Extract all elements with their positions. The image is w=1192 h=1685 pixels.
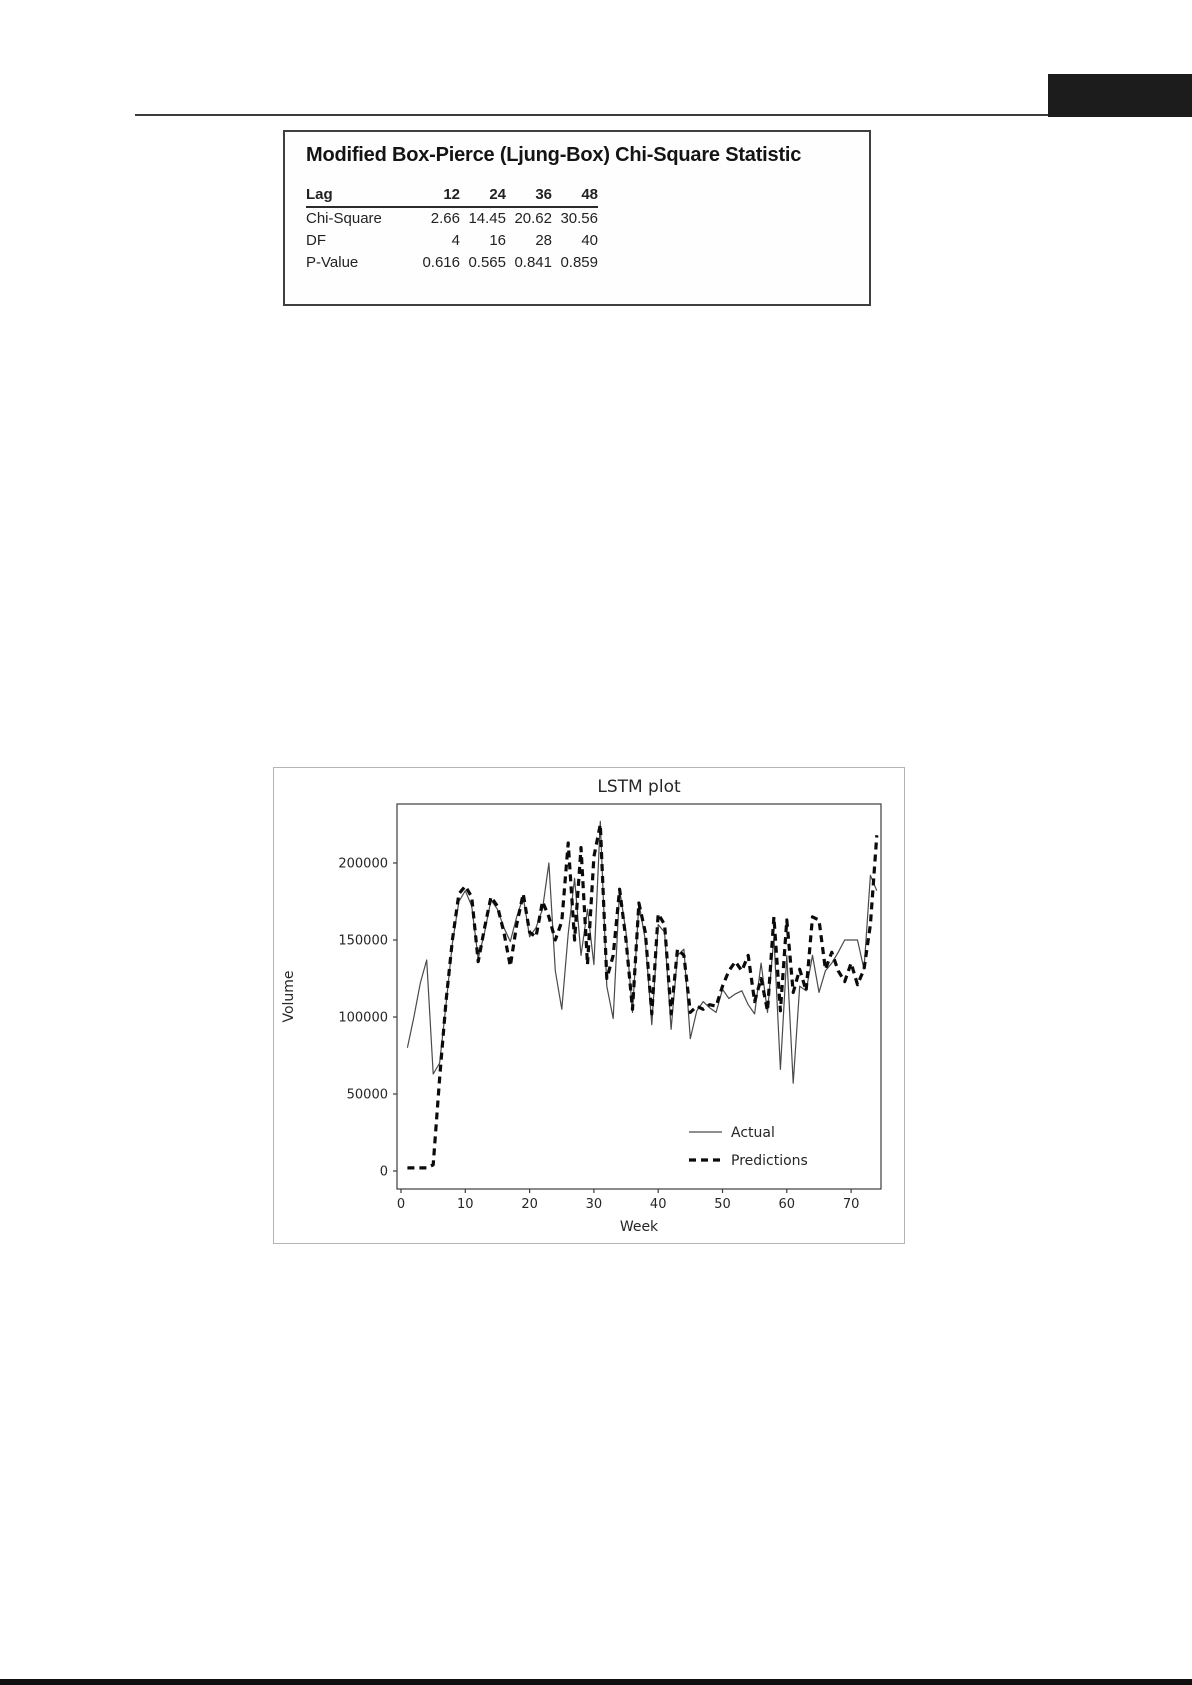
table-cell: 20.62 bbox=[514, 210, 552, 227]
y-axis-tick-label: 0 bbox=[379, 1164, 388, 1180]
table-body bbox=[306, 207, 598, 274]
table-cell: 4 bbox=[451, 232, 460, 249]
ljung-box-table bbox=[306, 184, 598, 274]
lstm-figure bbox=[273, 767, 905, 1244]
table-header-cell: 36 bbox=[535, 186, 552, 203]
table-row bbox=[306, 252, 598, 274]
table-cell: 2.66 bbox=[430, 210, 460, 227]
y-axis-tick-label: 150000 bbox=[338, 933, 388, 949]
series-predictions-line bbox=[407, 825, 876, 1168]
table-header-cell: Lag bbox=[306, 186, 333, 203]
chart-title: LSTM plot bbox=[597, 777, 681, 797]
header-black-box bbox=[1048, 74, 1192, 117]
y-axis-tick-label: 50000 bbox=[346, 1087, 388, 1103]
table-cell: P-Value bbox=[306, 254, 359, 271]
legend-actual-label: Actual bbox=[731, 1125, 775, 1141]
plot-area-border bbox=[397, 804, 881, 1189]
x-axis-tick-label: 10 bbox=[457, 1197, 474, 1212]
table-row bbox=[306, 230, 598, 252]
x-axis-tick-label: 40 bbox=[649, 1197, 667, 1212]
y-axis-label: Volume bbox=[281, 970, 297, 1023]
x-axis-tick-label: 20 bbox=[521, 1197, 538, 1212]
table-cell: 40 bbox=[581, 232, 598, 249]
x-axis-tick-label: 30 bbox=[585, 1197, 603, 1212]
stat-card-title: Modified Box-Pierce (Ljung-Box) Chi-Square Statistic bbox=[306, 144, 802, 166]
table-cell: 16 bbox=[489, 232, 506, 249]
x-axis-tick-label: 50 bbox=[714, 1197, 731, 1212]
ljung-box-stat-card bbox=[283, 130, 871, 306]
y-axis-tick-label: 100000 bbox=[338, 1010, 388, 1026]
table-cell: 0.565 bbox=[468, 254, 506, 271]
table-cell: 0.859 bbox=[560, 254, 598, 271]
lstm-chart bbox=[274, 768, 904, 1243]
page-footer-bar bbox=[0, 1679, 1192, 1685]
table-row bbox=[306, 207, 598, 230]
x-axis-tick-label: 70 bbox=[842, 1197, 860, 1212]
page-header-rule bbox=[135, 114, 1192, 116]
x-axis-tick-label: 0 bbox=[396, 1197, 406, 1212]
table-header-cell: 48 bbox=[581, 186, 598, 203]
table-header-cell: 12 bbox=[443, 186, 460, 203]
table-header bbox=[306, 184, 598, 207]
table-cell: 0.841 bbox=[514, 254, 552, 271]
table-cell: 0.616 bbox=[422, 254, 460, 271]
x-axis-label: Week bbox=[619, 1219, 659, 1235]
table-cell: 14.45 bbox=[468, 210, 506, 227]
table-header-cell: 24 bbox=[489, 186, 506, 203]
table-cell: 28 bbox=[535, 232, 552, 249]
table-cell: 30.56 bbox=[560, 210, 598, 227]
y-axis-tick-label: 200000 bbox=[338, 856, 388, 872]
table-cell: DF bbox=[306, 232, 326, 249]
legend-predictions-label: Predictions bbox=[731, 1153, 808, 1169]
table-cell: Chi-Square bbox=[306, 210, 382, 227]
x-axis-tick-label: 60 bbox=[778, 1197, 796, 1212]
